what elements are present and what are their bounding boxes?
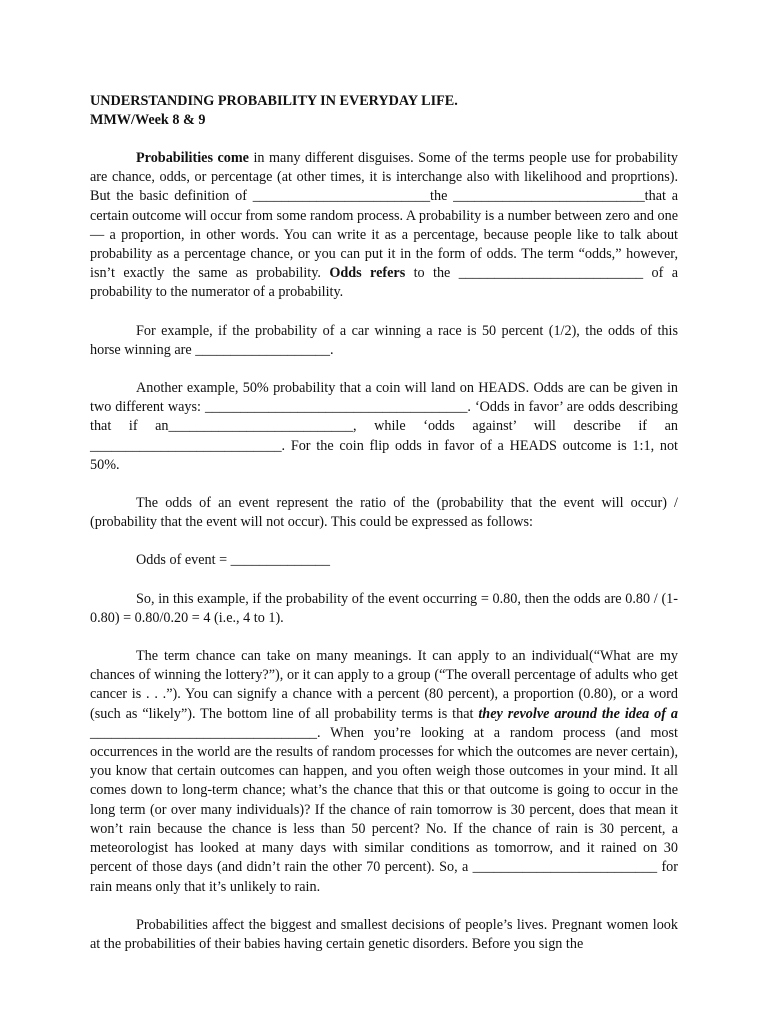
- paragraph-example-race: For example, if the probability of a car winning a race is 50 percent (1/2), the odds of this horse winning are ___________________.: [90, 322, 678, 358]
- paragraph-chance: [90, 647, 678, 897]
- document-title: UNDERSTANDING PROBABILITY IN EVERYDAY LIFE.: [90, 93, 458, 109]
- paragraph-text: in many different disguises. Some of the terms people use for probability are chance, odds, or percentage (at other times, it is interchange also with likelihood and proprtions). But the basic definition of _________________________the ___________________________that a certain outcome will occur from some random process. A probability is a number between zero and one — a proportion, in other words. You can write it as a percentage, because people like to talk about probability as a percentage chance, or you can put it in the form of odds. The term “odds,” however, isn’t exactly the same as probability.: [90, 150, 678, 282]
- paragraph-text: ________________________________. When you’re looking at a random process (and most occurrences in the world are the results of random processes for which the outcomes are never certain), you know that certain outcomes can happen, and you often weigh those outcomes in your mind. It all comes down to long-term chance; what’s the chance that this or that outcome is going to occur in the long term (or over many individuals)? If the chance of rain tomorrow is 30 percent, does that mean it won’t rain because the chance is less than 50 percent? No. If the chance of rain is 30 percent, a meteorologist has looked at many days with similar conditions as tomorrow, and it rained on 30 percent of those days (and didn’t rain the other 70 percent). So, a __________________________ for rain means only that it’s unlikely to rain.: [90, 724, 678, 895]
- bold-term: Odds refers: [329, 265, 406, 282]
- paragraph-example-coin: Another example, 50% probability that a coin will land on HEADS. Odds are can be given in two different ways: _____________________________________. ‘Odds in favor’ are odds describing that if an__________________________, while ‘odds against’ will describe if an ___________________________. For the coin flip odds in favor of a HEADS outcome is 1:1, not 50%.: [90, 380, 678, 473]
- paragraph-decisions: Probabilities affect the biggest and smallest decisions of people’s lives. Pregnant women look at the probabilities of their babies having certain genetic disorders. Before you sign the: [90, 916, 678, 952]
- paragraph-text: to the __________________________ of a probability to the numerator of a probability.: [90, 265, 679, 301]
- paragraph-text: The term chance can take on many meanings. It can apply to an individual(“What are my chances of winning the lottery?”), or it can apply to a group (“The overall percentage of adults who get cancer is . . .”). You can signify a chance with a percent (80 percent), a proportion (0.80), or a word (such as “likely”). The bottom line of all probability terms is that: [90, 648, 678, 722]
- bold-lead: Probabilities come: [136, 150, 249, 166]
- paragraph-odds-ratio: The odds of an event represent the ratio of the (probability that the event will occur) / (probability that the event will not occur). This could be expressed as follows:: [90, 495, 678, 531]
- paragraph-odds-example: So, in this example, if the probability of the event occurring = 0.80, then the odds are 0.80 / (1-0.80) = 0.80/0.20 = 4 (i.e., 4 to 1).: [90, 590, 678, 626]
- paragraph-definitions: [90, 149, 678, 303]
- odds-formula: Odds of event = ______________: [136, 552, 330, 569]
- document-subtitle: MMW/Week 8 & 9: [90, 112, 206, 128]
- bold-italic-phrase: they revolve around the idea of a: [478, 705, 678, 722]
